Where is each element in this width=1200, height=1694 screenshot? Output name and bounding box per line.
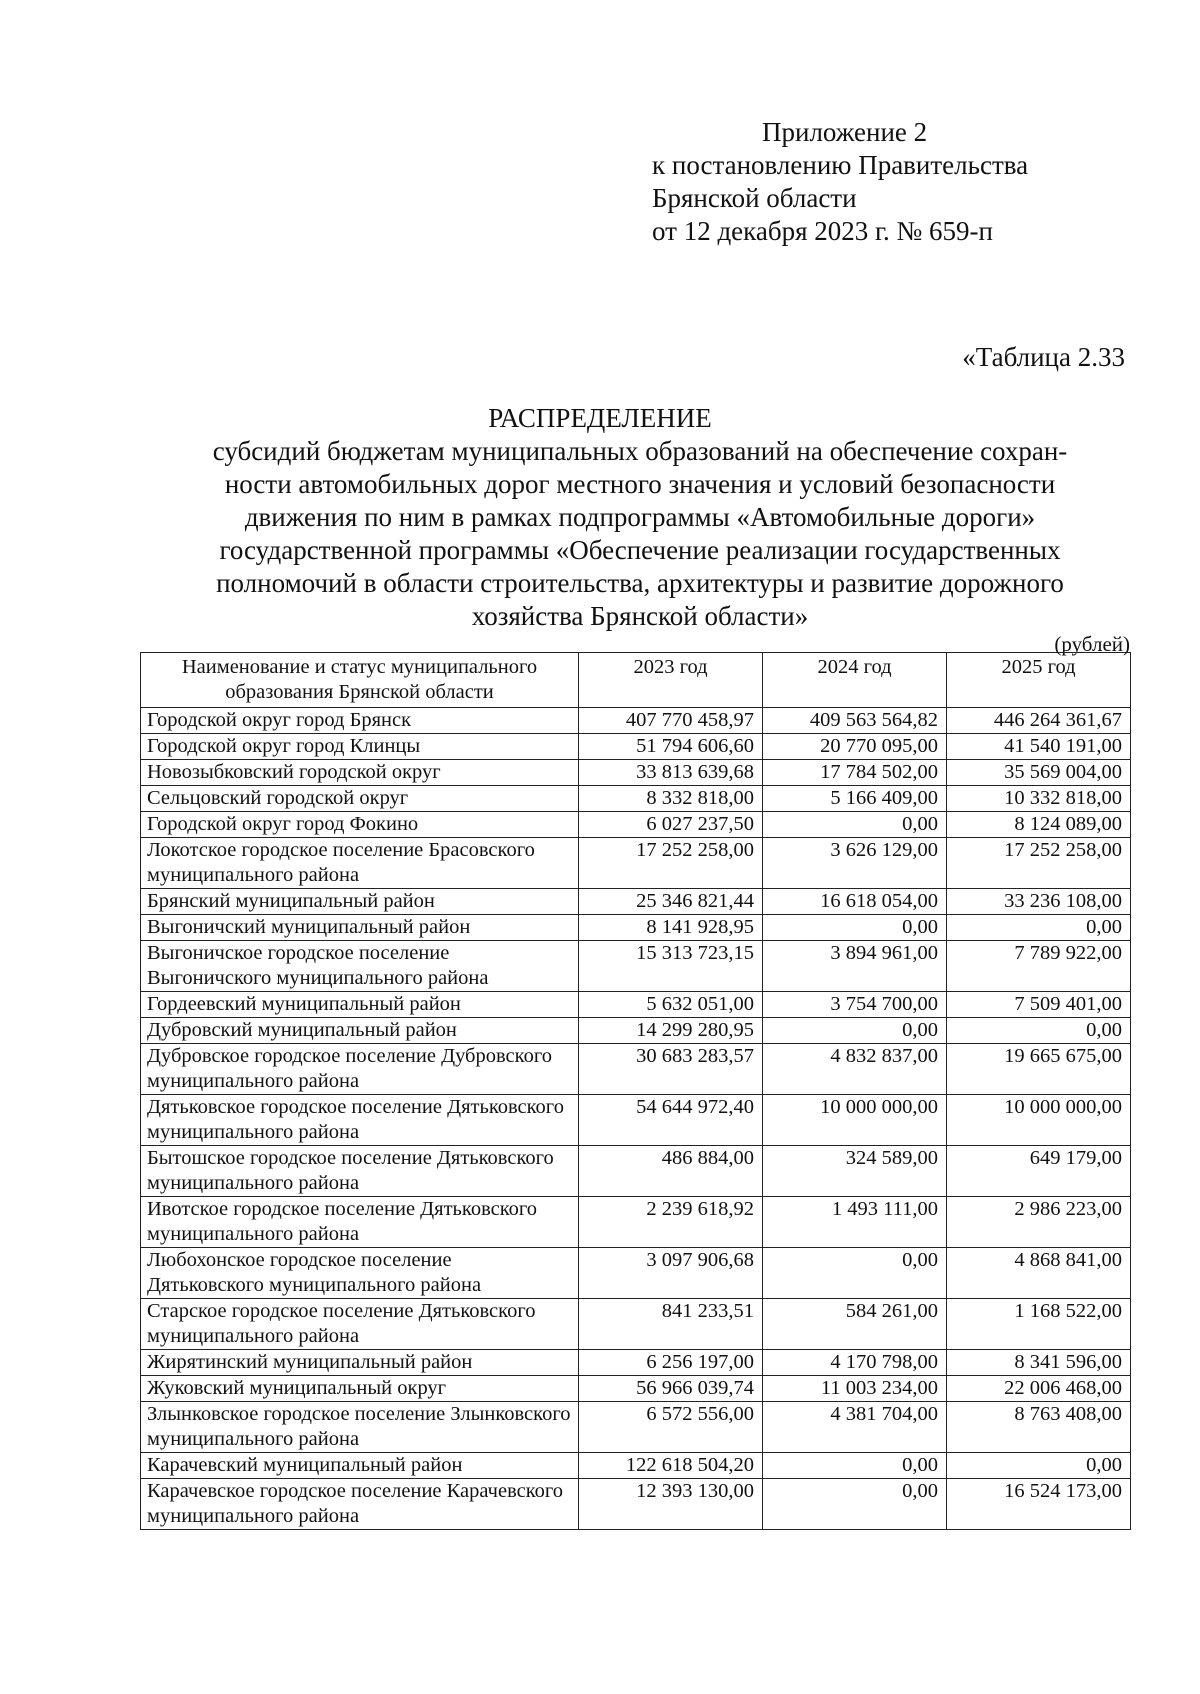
column-header-2025: 2025 год bbox=[947, 653, 1131, 708]
subtitle-line: движения по ним в рамках подпрограммы «Автомобильные дороги» bbox=[244, 502, 1036, 532]
row-name-cell: Локотское городское поселение Брасовского муниципального района bbox=[141, 838, 579, 889]
row-2023-cell: 6 027 237,50 bbox=[579, 812, 763, 838]
row-2023-cell: 14 299 280,95 bbox=[579, 1018, 763, 1044]
table-row bbox=[141, 1018, 1131, 1044]
row-name-cell: Карачевский муниципальный район bbox=[141, 1453, 579, 1479]
row-2025-cell: 35 569 004,00 bbox=[947, 760, 1131, 786]
row-2024-cell: 409 563 564,82 bbox=[763, 708, 947, 734]
row-2024-cell: 4 381 704,00 bbox=[763, 1402, 947, 1453]
row-2024-cell: 20 770 095,00 bbox=[763, 734, 947, 760]
subtitle-line: ности автомобильных дорог местного значения и условий безопасности bbox=[224, 469, 1056, 499]
row-name-cell: Ивотское городское поселение Дятьковского муниципального района bbox=[141, 1197, 579, 1248]
row-2024-cell: 10 000 000,00 bbox=[763, 1095, 947, 1146]
row-2024-cell: 1 493 111,00 bbox=[763, 1197, 947, 1248]
row-2025-cell: 10 000 000,00 bbox=[947, 1095, 1131, 1146]
row-2023-cell: 17 252 258,00 bbox=[579, 838, 763, 889]
row-2024-cell: 0,00 bbox=[763, 1453, 947, 1479]
row-2023-cell: 486 884,00 bbox=[579, 1146, 763, 1197]
row-2025-cell: 649 179,00 bbox=[947, 1146, 1131, 1197]
row-2025-cell: 0,00 bbox=[947, 1453, 1131, 1479]
row-name-cell: Новозыбковский городской округ bbox=[141, 760, 579, 786]
row-2025-cell: 17 252 258,00 bbox=[947, 838, 1131, 889]
row-name-cell: Жуковский муниципальный округ bbox=[141, 1376, 579, 1402]
table-row bbox=[141, 708, 1131, 734]
table-row bbox=[141, 812, 1131, 838]
table-row bbox=[141, 1044, 1131, 1095]
row-2024-cell: 0,00 bbox=[763, 915, 947, 941]
appendix-header bbox=[652, 116, 1092, 248]
row-2025-cell: 10 332 818,00 bbox=[947, 786, 1131, 812]
row-2023-cell: 407 770 458,97 bbox=[579, 708, 763, 734]
row-2023-cell: 8 332 818,00 bbox=[579, 786, 763, 812]
appendix-line: к постановлению Правительства bbox=[652, 150, 1029, 180]
row-2025-cell: 19 665 675,00 bbox=[947, 1044, 1131, 1095]
row-name-cell: Выгоничский муниципальный район bbox=[141, 915, 579, 941]
table-row bbox=[141, 1376, 1131, 1402]
row-name-cell: Гордеевский муниципальный район bbox=[141, 992, 579, 1018]
row-name-cell: Старское городское поселение Дятьковского муниципального района bbox=[141, 1299, 579, 1350]
row-name-cell: Злынковское городское поселение Злынковского муниципального района bbox=[141, 1402, 579, 1453]
subtitle-line: субсидий бюджетам муниципальных образований на обеспечение сохран- bbox=[212, 436, 1068, 466]
row-2023-cell: 30 683 283,57 bbox=[579, 1044, 763, 1095]
row-2024-cell: 17 784 502,00 bbox=[763, 760, 947, 786]
row-2023-cell: 12 393 130,00 bbox=[579, 1479, 763, 1530]
row-2024-cell: 5 166 409,00 bbox=[763, 786, 947, 812]
table-row bbox=[141, 889, 1131, 915]
table-row bbox=[141, 734, 1131, 760]
appendix-line: от 12 декабря 2023 г. № 659-п bbox=[652, 216, 993, 246]
column-header-2024: 2024 год bbox=[763, 653, 947, 708]
appendix-line: Брянской области bbox=[652, 183, 857, 213]
row-2023-cell: 6 572 556,00 bbox=[579, 1402, 763, 1453]
document-subtitle bbox=[175, 435, 1105, 633]
row-name-cell: Дубровское городское поселение Дубровского муниципального района bbox=[141, 1044, 579, 1095]
row-2024-cell: 584 261,00 bbox=[763, 1299, 947, 1350]
table-row bbox=[141, 1146, 1131, 1197]
row-2025-cell: 22 006 468,00 bbox=[947, 1376, 1131, 1402]
row-name-cell: Карачевское городское поселение Карачевского муниципального района bbox=[141, 1479, 579, 1530]
row-2025-cell: 2 986 223,00 bbox=[947, 1197, 1131, 1248]
row-2025-cell: 33 236 108,00 bbox=[947, 889, 1131, 915]
table-row bbox=[141, 1197, 1131, 1248]
row-2025-cell: 7 789 922,00 bbox=[947, 941, 1131, 992]
row-2024-cell: 0,00 bbox=[763, 1248, 947, 1299]
row-2023-cell: 15 313 723,15 bbox=[579, 941, 763, 992]
table-header-row bbox=[141, 653, 1131, 708]
row-2024-cell: 11 003 234,00 bbox=[763, 1376, 947, 1402]
row-2024-cell: 3 626 129,00 bbox=[763, 838, 947, 889]
row-2023-cell: 3 097 906,68 bbox=[579, 1248, 763, 1299]
row-2023-cell: 51 794 606,60 bbox=[579, 734, 763, 760]
row-2025-cell: 16 524 173,00 bbox=[947, 1479, 1131, 1530]
table-row bbox=[141, 760, 1131, 786]
table-row bbox=[141, 1248, 1131, 1299]
row-name-cell: Выгоничское городское поселение Выгоничского муниципального района bbox=[141, 941, 579, 992]
row-name-cell: Дятьковское городское поселение Дятьковского муниципального района bbox=[141, 1095, 579, 1146]
table-row bbox=[141, 915, 1131, 941]
row-2023-cell: 56 966 039,74 bbox=[579, 1376, 763, 1402]
row-2025-cell: 8 763 408,00 bbox=[947, 1402, 1131, 1453]
units-label: (рублей) bbox=[1054, 632, 1130, 656]
row-2023-cell: 33 813 639,68 bbox=[579, 760, 763, 786]
row-name-cell: Сельцовский городской округ bbox=[141, 786, 579, 812]
row-2025-cell: 0,00 bbox=[947, 1018, 1131, 1044]
row-2025-cell: 1 168 522,00 bbox=[947, 1299, 1131, 1350]
row-name-cell: Городской округ город Фокино bbox=[141, 812, 579, 838]
row-name-cell: Дубровский муниципальный район bbox=[141, 1018, 579, 1044]
table-row bbox=[141, 1402, 1131, 1453]
row-2023-cell: 841 233,51 bbox=[579, 1299, 763, 1350]
row-2023-cell: 8 141 928,95 bbox=[579, 915, 763, 941]
row-name-cell: Городской округ город Клинцы bbox=[141, 734, 579, 760]
row-name-cell: Жирятинский муниципальный район bbox=[141, 1350, 579, 1376]
row-2024-cell: 3 894 961,00 bbox=[763, 941, 947, 992]
row-2023-cell: 25 346 821,44 bbox=[579, 889, 763, 915]
document-title: РАСПРЕДЕЛЕНИЕ bbox=[488, 403, 712, 433]
row-2025-cell: 0,00 bbox=[947, 915, 1131, 941]
row-2024-cell: 4 170 798,00 bbox=[763, 1350, 947, 1376]
table-row bbox=[141, 1095, 1131, 1146]
row-name-cell: Брянский муниципальный район bbox=[141, 889, 579, 915]
row-name-cell: Бытошское городское поселение Дятьковского муниципального района bbox=[141, 1146, 579, 1197]
row-2024-cell: 3 754 700,00 bbox=[763, 992, 947, 1018]
row-2025-cell: 41 540 191,00 bbox=[947, 734, 1131, 760]
row-2024-cell: 324 589,00 bbox=[763, 1146, 947, 1197]
row-2024-cell: 0,00 bbox=[763, 812, 947, 838]
table-row bbox=[141, 941, 1131, 992]
table-number: «Таблица 2.33 bbox=[962, 342, 1125, 372]
row-2025-cell: 8 341 596,00 bbox=[947, 1350, 1131, 1376]
subtitle-line: государственной программы «Обеспечение реализации государственных bbox=[219, 535, 1061, 565]
subtitle-line: хозяйства Брянской области» bbox=[471, 601, 809, 631]
column-header-name: Наименование и статус муниципального образования Брянской области bbox=[141, 653, 579, 708]
row-2024-cell: 0,00 bbox=[763, 1479, 947, 1530]
row-2023-cell: 2 239 618,92 bbox=[579, 1197, 763, 1248]
subsidy-table bbox=[140, 652, 1131, 1530]
row-name-cell: Любохонское городское поселение Дятьковского муниципального района bbox=[141, 1248, 579, 1299]
table-body bbox=[141, 708, 1131, 1530]
row-2023-cell: 5 632 051,00 bbox=[579, 992, 763, 1018]
row-2023-cell: 54 644 972,40 bbox=[579, 1095, 763, 1146]
table-row bbox=[141, 992, 1131, 1018]
row-2024-cell: 16 618 054,00 bbox=[763, 889, 947, 915]
row-2024-cell: 4 832 837,00 bbox=[763, 1044, 947, 1095]
subtitle-line: полномочий в области строительства, архитектуры и развитие дорожного bbox=[216, 568, 1064, 598]
table-row bbox=[141, 838, 1131, 889]
table-row bbox=[141, 786, 1131, 812]
table-row bbox=[141, 1479, 1131, 1530]
column-header-2023: 2023 год bbox=[579, 653, 763, 708]
row-2025-cell: 4 868 841,00 bbox=[947, 1248, 1131, 1299]
row-2025-cell: 7 509 401,00 bbox=[947, 992, 1131, 1018]
row-2025-cell: 8 124 089,00 bbox=[947, 812, 1131, 838]
row-2023-cell: 6 256 197,00 bbox=[579, 1350, 763, 1376]
table-row bbox=[141, 1299, 1131, 1350]
row-2023-cell: 122 618 504,20 bbox=[579, 1453, 763, 1479]
appendix-line: Приложение 2 bbox=[762, 117, 928, 147]
row-name-cell: Городской округ город Брянск bbox=[141, 708, 579, 734]
row-2025-cell: 446 264 361,67 bbox=[947, 708, 1131, 734]
table-row bbox=[141, 1350, 1131, 1376]
row-2024-cell: 0,00 bbox=[763, 1018, 947, 1044]
table-row bbox=[141, 1453, 1131, 1479]
